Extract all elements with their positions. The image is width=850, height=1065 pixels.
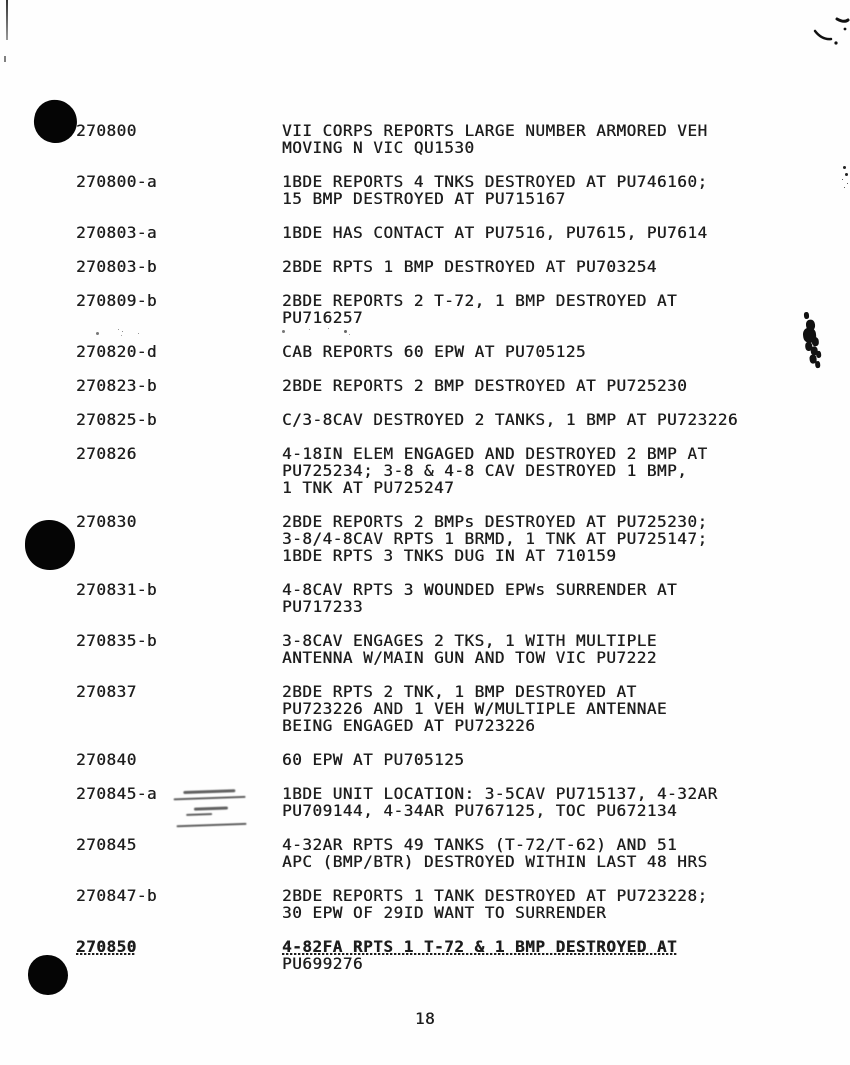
log-entry [76,513,796,564]
ink-smudge [804,312,810,319]
log-entry [76,377,796,394]
entry-description [282,411,796,428]
log-entry [76,122,796,156]
entry-timestamp: 270831-b [76,580,158,599]
log-entry [76,173,796,207]
entry-line: 2BDE REPORTS 1 TANK DESTROYED AT PU723228; [282,886,708,905]
log-entry [76,785,796,819]
entry-line: BEING ENGAGED AT PU723226 [282,716,536,735]
entry-timestamp: 270830 [76,512,137,531]
ink-speck-cluster [843,166,846,169]
page-number: 18 [414,1009,436,1028]
entry-timestamp: 270800-a [76,172,158,191]
entry-line: PU723226 AND 1 VEH W/MULTIPLE ANTENNAE [282,699,668,718]
entry-line: 1BDE HAS CONTACT AT PU7516, PU7615, PU7614 [282,223,708,242]
entry-timestamp: 270800 [76,121,137,140]
activity-log [76,122,796,989]
entry-description [282,292,796,326]
entry-line: ANTENNA W/MAIN GUN AND TOW VIC PU7222 [282,648,657,667]
page-edge-tick [4,56,6,62]
log-entry [76,581,796,615]
entry-description [282,887,796,921]
entry-timestamp: 270825-b [76,410,158,429]
entry-line: C/3-8CAV DESTROYED 2 TANKS, 1 BMP AT PU723226 [282,410,738,429]
entry-line: PU717233 [282,597,364,616]
log-entry [76,836,796,870]
log-entry [76,751,796,768]
hole-punch [28,955,68,995]
entry-line: 4-8CAV RPTS 3 WOUNDED EPWs SURRENDER AT [282,580,678,599]
log-entry [76,224,796,241]
entry-description [282,836,796,870]
entry-timestamp: 270826 [76,444,137,463]
entry-description [282,343,796,360]
entry-timestamp: 270850 [76,937,137,956]
entry-description [282,445,796,496]
entry-line: 15 BMP DESTROYED AT PU715167 [282,189,566,208]
entry-timestamp: 270840 [76,750,137,769]
entry-description [282,258,796,275]
entry-description [282,224,796,241]
pen-scribble-icon [812,16,850,48]
entry-timestamp: 270809-b [76,291,158,310]
log-entry [76,258,796,275]
entry-description [282,173,796,207]
entry-description [282,751,796,768]
entry-line: 1BDE UNIT LOCATION: 3-5CAV PU715137, 4-32AR [282,784,718,803]
page-edge-line [6,0,8,40]
entry-timestamp: 270837 [76,682,137,701]
entry-timestamp: 270803-b [76,257,158,276]
entry-line: PU725234; 3-8 & 4-8 CAV DESTROYED 1 BMP, [282,461,688,480]
entry-description [282,122,796,156]
entry-description [282,513,796,564]
entry-description [282,581,796,615]
entry-line: 4-82FA RPTS 1 T-72 & 1 BMP DESTROYED AT [282,937,678,956]
log-entry [76,343,796,360]
entry-line: 3-8CAV ENGAGES 2 TKS, 1 WITH MULTIPLE [282,631,657,650]
log-entry [76,445,796,496]
entry-line: CAB REPORTS 60 EPW AT PU705125 [282,342,586,361]
entry-line: 2BDE RPTS 2 TNK, 1 BMP DESTROYED AT [282,682,637,701]
entry-timestamp: 270803-a [76,223,158,242]
entry-description [282,683,796,734]
hole-punch [25,520,75,570]
entry-line: PU699276 [282,954,364,973]
entry-timestamp: 270820-d [76,342,158,361]
entry-description [282,785,796,819]
log-entry [76,887,796,921]
entry-timestamp: 270835-b [76,631,158,650]
entry-line: 4-18IN ELEM ENGAGED AND DESTROYED 2 BMP AT [282,444,708,463]
log-entry [76,632,796,666]
hole-punch [31,97,80,146]
entry-line: 4-32AR RPTS 49 TANKS (T-72/T-62) AND 51 [282,835,678,854]
entry-line: 3-8/4-8CAV RPTS 1 BRMD, 1 TNK AT PU725147; [282,529,708,548]
log-entry [76,292,796,326]
entry-line: 2BDE REPORTS 2 T-72, 1 BMP DESTROYED AT [282,291,678,310]
entry-line: APC (BMP/BTR) DESTROYED WITHIN LAST 48 HRS [282,852,708,871]
entry-description [282,377,796,394]
entry-line: 2BDE REPORTS 2 BMPs DESTROYED AT PU725230; [282,512,708,531]
entry-line: MOVING N VIC QU1530 [282,138,475,157]
entry-line: PU709144, 4-34AR PU767125, TOC PU672134 [282,801,678,820]
entry-description [282,938,796,972]
entry-line: 1BDE REPORTS 4 TNKS DESTROYED AT PU746160; [282,172,708,191]
log-entry [76,683,796,734]
entry-description [282,632,796,666]
log-entry [76,411,796,428]
entry-line: 2BDE RPTS 1 BMP DESTROYED AT PU703254 [282,257,657,276]
entry-line: VII CORPS REPORTS LARGE NUMBER ARMORED VEH [282,121,708,140]
entry-timestamp: 270823-b [76,376,158,395]
entry-line: 1BDE RPTS 3 TNKS DUG IN AT 710159 [282,546,617,565]
entry-timestamp: 270847-b [76,886,158,905]
entry-timestamp: 270845-a [76,784,158,803]
entry-line: PU716257 [282,308,364,327]
log-entry [76,938,796,972]
entry-line: 60 EPW AT PU705125 [282,750,465,769]
entry-line: 2BDE REPORTS 2 BMP DESTROYED AT PU725230 [282,376,688,395]
entry-line: 1 TNK AT PU725247 [282,478,455,497]
entry-line: 30 EPW OF 29ID WANT TO SURRENDER [282,903,607,922]
entry-timestamp: 270845 [76,835,137,854]
